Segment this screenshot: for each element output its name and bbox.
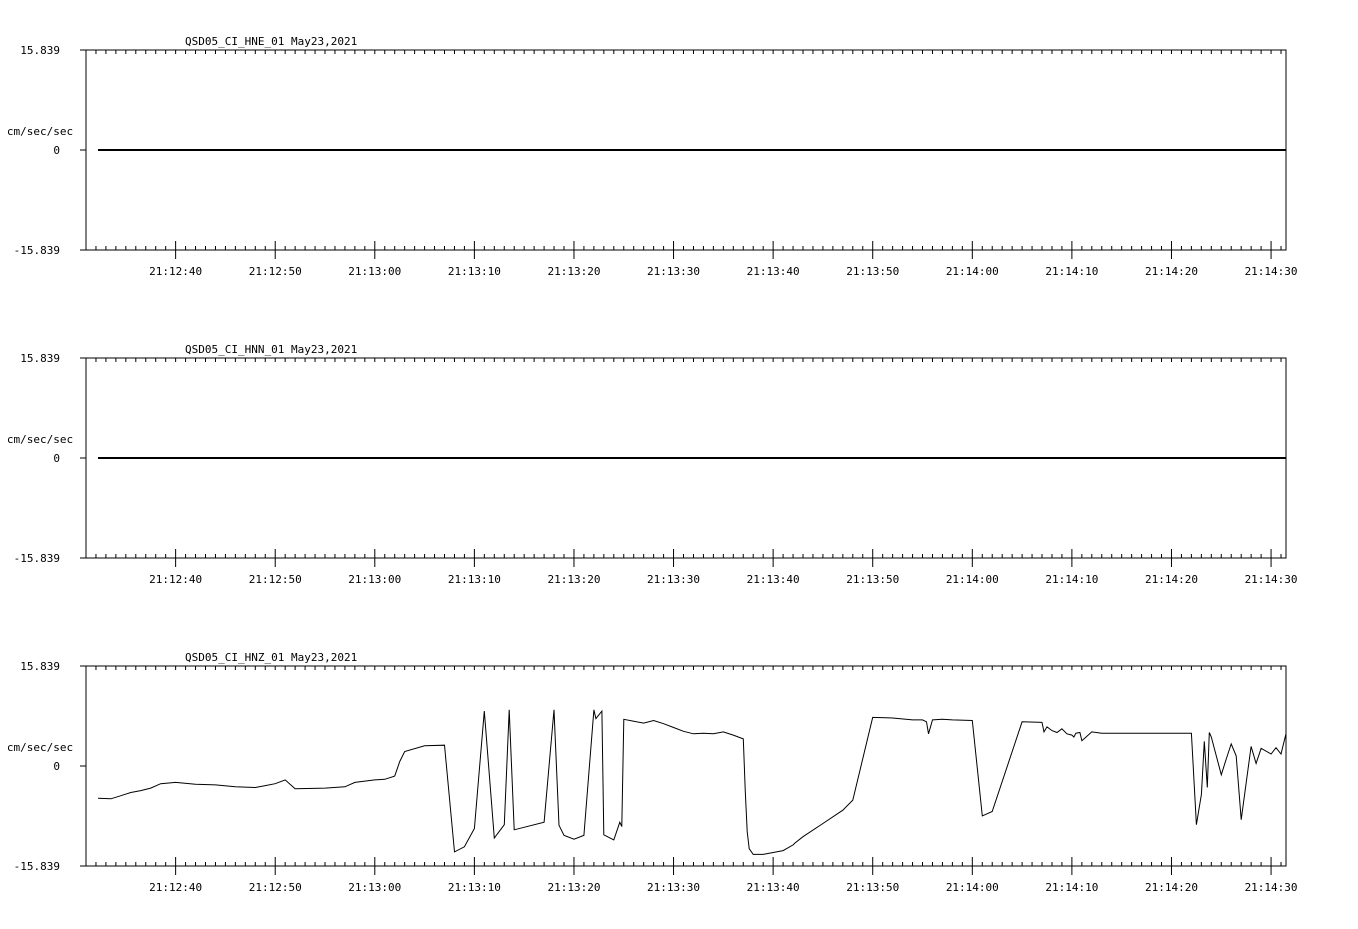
y-tick-label: 0 <box>53 452 60 465</box>
x-tick-label: 21:14:30 <box>1244 265 1298 278</box>
x-tick-label: 21:13:30 <box>647 265 701 278</box>
x-tick-label: 21:13:20 <box>547 881 601 894</box>
chart-title: QSD05_CI_HNN_01 May23,2021 <box>185 343 358 356</box>
x-tick-label: 21:13:50 <box>846 573 900 586</box>
x-tick-label: 21:14:10 <box>1045 265 1099 278</box>
x-tick-label: 21:13:40 <box>746 573 800 586</box>
x-tick-label: 21:13:20 <box>547 573 601 586</box>
x-tick-label: 21:13:10 <box>447 881 501 894</box>
x-tick-label: 21:14:20 <box>1144 265 1198 278</box>
chart-title: QSD05_CI_HNZ_01 May23,2021 <box>185 651 358 664</box>
x-tick-label: 21:12:50 <box>248 573 302 586</box>
x-tick-label: 21:14:20 <box>1144 881 1198 894</box>
y-axis-label: cm/sec/sec <box>6 433 74 446</box>
x-tick-label: 21:13:30 <box>647 881 701 894</box>
x-tick-label: 21:13:00 <box>348 881 402 894</box>
x-tick-label: 21:13:00 <box>348 573 402 586</box>
x-tick-label: 21:12:50 <box>248 881 302 894</box>
y-tick-label: 0 <box>53 760 60 773</box>
x-tick-label: 21:12:40 <box>149 265 203 278</box>
x-tick-label: 21:12:40 <box>149 881 203 894</box>
series-line <box>98 710 1286 855</box>
x-tick-label: 21:14:10 <box>1045 881 1099 894</box>
x-tick-label: 21:14:30 <box>1244 573 1298 586</box>
x-tick-label: 21:13:20 <box>547 265 601 278</box>
x-tick-label: 21:14:30 <box>1244 881 1298 894</box>
x-tick-label: 21:13:50 <box>846 881 900 894</box>
x-tick-label: 21:13:00 <box>348 265 402 278</box>
y-tick-label: 15.839 <box>20 352 60 365</box>
y-tick-label: 0 <box>53 144 60 157</box>
x-tick-label: 21:12:50 <box>248 265 302 278</box>
y-tick-label: -15.839 <box>13 552 60 565</box>
x-tick-label: 21:13:10 <box>447 265 501 278</box>
y-tick-label: 15.839 <box>20 44 60 57</box>
y-tick-label: -15.839 <box>13 860 60 873</box>
x-tick-label: 21:14:00 <box>945 881 999 894</box>
y-axis-label: cm/sec/sec <box>6 741 74 754</box>
x-tick-label: 21:14:00 <box>945 265 999 278</box>
x-tick-label: 21:14:20 <box>1144 573 1198 586</box>
y-tick-label: 15.839 <box>20 660 60 673</box>
y-tick-label: -15.839 <box>13 244 60 257</box>
x-tick-label: 21:14:10 <box>1045 573 1099 586</box>
plot-frame <box>86 666 1286 866</box>
x-tick-label: 21:13:30 <box>647 573 701 586</box>
chart-title: QSD05_CI_HNE_01 May23,2021 <box>185 35 358 48</box>
x-tick-label: 21:13:10 <box>447 573 501 586</box>
x-tick-label: 21:13:40 <box>746 881 800 894</box>
x-tick-label: 21:12:40 <box>149 573 203 586</box>
y-axis-label: cm/sec/sec <box>6 125 74 138</box>
x-tick-label: 21:13:50 <box>846 265 900 278</box>
x-tick-label: 21:13:40 <box>746 265 800 278</box>
x-tick-label: 21:14:00 <box>945 573 999 586</box>
